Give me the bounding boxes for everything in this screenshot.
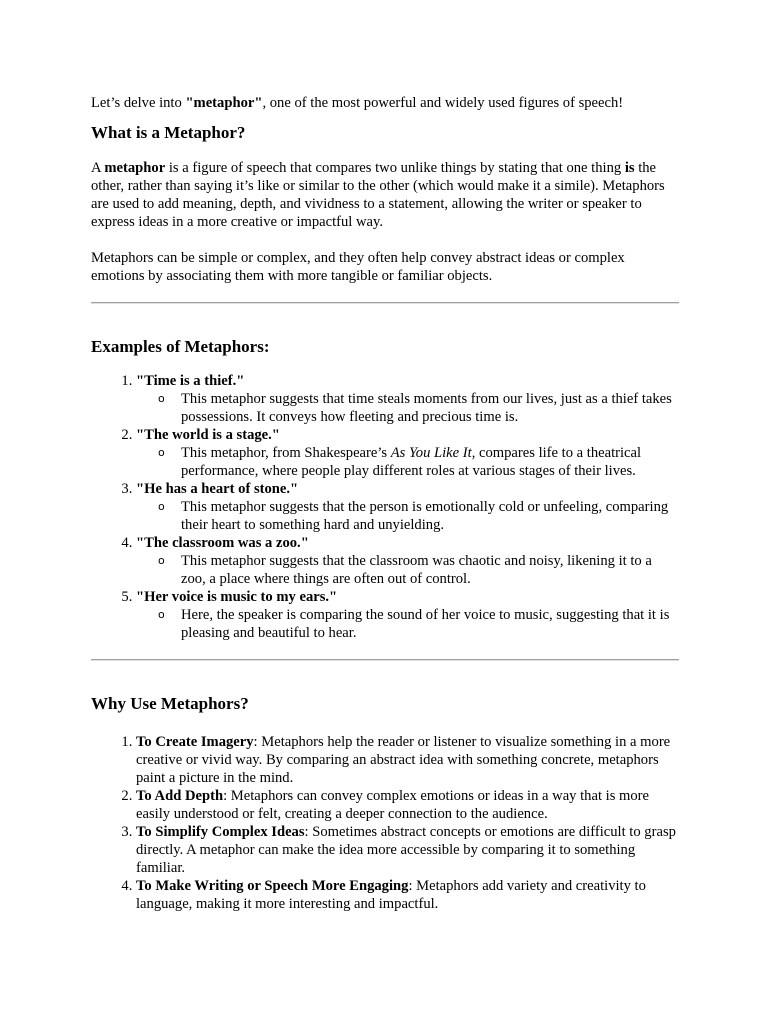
reason-desc: : Metaphors add variety and creativity to language, making it more interesting and impactful. (136, 878, 646, 912)
example-sublist (136, 444, 679, 480)
list-item (136, 426, 679, 480)
list-item (136, 877, 679, 913)
sub-list-item (158, 606, 679, 642)
example-title: "He has a heart of stone." (136, 481, 299, 497)
what-p1-is: is (624, 160, 635, 176)
example-sublist (136, 552, 679, 588)
intro-suffix: , one of the most powerful and widely used figures of speech! (262, 95, 624, 111)
list-item (136, 787, 679, 823)
sub-list-item (158, 552, 679, 588)
bullet-icon: o (158, 554, 165, 567)
example-desc-italic: As You Like It (390, 445, 472, 461)
divider (91, 302, 679, 304)
list-item (136, 823, 679, 877)
reason-title: To Simplify Complex Ideas (136, 824, 305, 840)
reason-title: To Create Imagery (136, 734, 254, 750)
sub-list-item (158, 444, 679, 480)
what-p1-a: A (91, 160, 105, 176)
why-heading: Why Use Metaphors? (91, 694, 249, 713)
examples-heading: Examples of Metaphors: (91, 337, 270, 356)
example-title: "Time is a thief." (136, 373, 245, 389)
what-paragraph-1 (91, 159, 679, 231)
intro-term: "metaphor" (185, 95, 263, 111)
list-item (136, 480, 679, 534)
example-desc: This metaphor, from Shakespeare’s (181, 445, 391, 461)
list-item (136, 534, 679, 588)
list-item (136, 733, 679, 787)
what-heading: What is a Metaphor? (91, 123, 246, 142)
example-desc: This metaphor suggests that time steals moments from our lives, just as a thief takes possessions. It conveys how fleeting and precious time is. (181, 391, 672, 425)
example-title: "The classroom was a zoo." (136, 535, 309, 551)
intro-prefix: Let’s delve into (91, 95, 186, 111)
list-item (136, 372, 679, 426)
reason-desc: : Metaphors can convey complex emotions or ideas in a way that is more easily understood or felt, creating a deeper connection to the audience. (136, 788, 650, 822)
bullet-icon: o (158, 446, 165, 459)
reason-title: To Add Depth (136, 788, 224, 804)
list-item (136, 588, 679, 642)
what-p1-b: is a figure of speech that compares two unlike things by stating that one thing (165, 160, 625, 176)
why-list (91, 733, 679, 913)
sub-list-item (158, 390, 679, 426)
intro-paragraph (91, 94, 679, 112)
example-title: "The world is a stage." (136, 427, 280, 443)
example-sublist (136, 606, 679, 642)
bullet-icon: o (158, 500, 165, 513)
example-desc: This metaphor suggests that the classroom was chaotic and noisy, likening it to a zoo, a place where things are often out of control. (181, 553, 652, 587)
bullet-icon: o (158, 392, 165, 405)
what-paragraph-2: Metaphors can be simple or complex, and they often help convey abstract ideas or complex emotions by associating them with more tangible or familiar objects. (91, 250, 625, 284)
divider (91, 659, 679, 661)
reason-desc: : Metaphors help the reader or listener to visualize something in a more creative or vivid way. By comparing an abstract idea with something concrete, metaphors paint a picture in the mind. (136, 734, 671, 786)
example-title: "Her voice is music to my ears." (136, 589, 338, 605)
what-p1-c: the other, rather than saying it’s like or similar to the other (which would make it a simile). Metaphors are used to add meaning, depth, and vividness to a statement, allowing the writer or speaker to express ideas in a more creative or impactful way. (91, 160, 665, 230)
example-sublist (136, 498, 679, 534)
example-desc: Here, the speaker is comparing the sound of her voice to music, suggesting that it is pleasing and beautiful to hear. (181, 607, 670, 641)
reason-desc: : Sometimes abstract concepts or emotions are difficult to grasp directly. A metaphor can make the idea more accessible by comparing it to something familiar. (136, 824, 676, 876)
example-sublist (136, 390, 679, 426)
document-page (91, 94, 679, 913)
example-desc: This metaphor suggests that the person is emotionally cold or unfeeling, comparing their heart to something hard and unyielding. (181, 499, 669, 533)
what-p1-term: metaphor (104, 160, 166, 176)
examples-list (91, 372, 679, 642)
reason-title: To Make Writing or Speech More Engaging (136, 878, 409, 894)
sub-list-item (158, 498, 679, 534)
bullet-icon: o (158, 608, 165, 621)
example-desc: , compares life to a theatrical performance, where people play different roles at various stages of their lives. (181, 445, 642, 479)
